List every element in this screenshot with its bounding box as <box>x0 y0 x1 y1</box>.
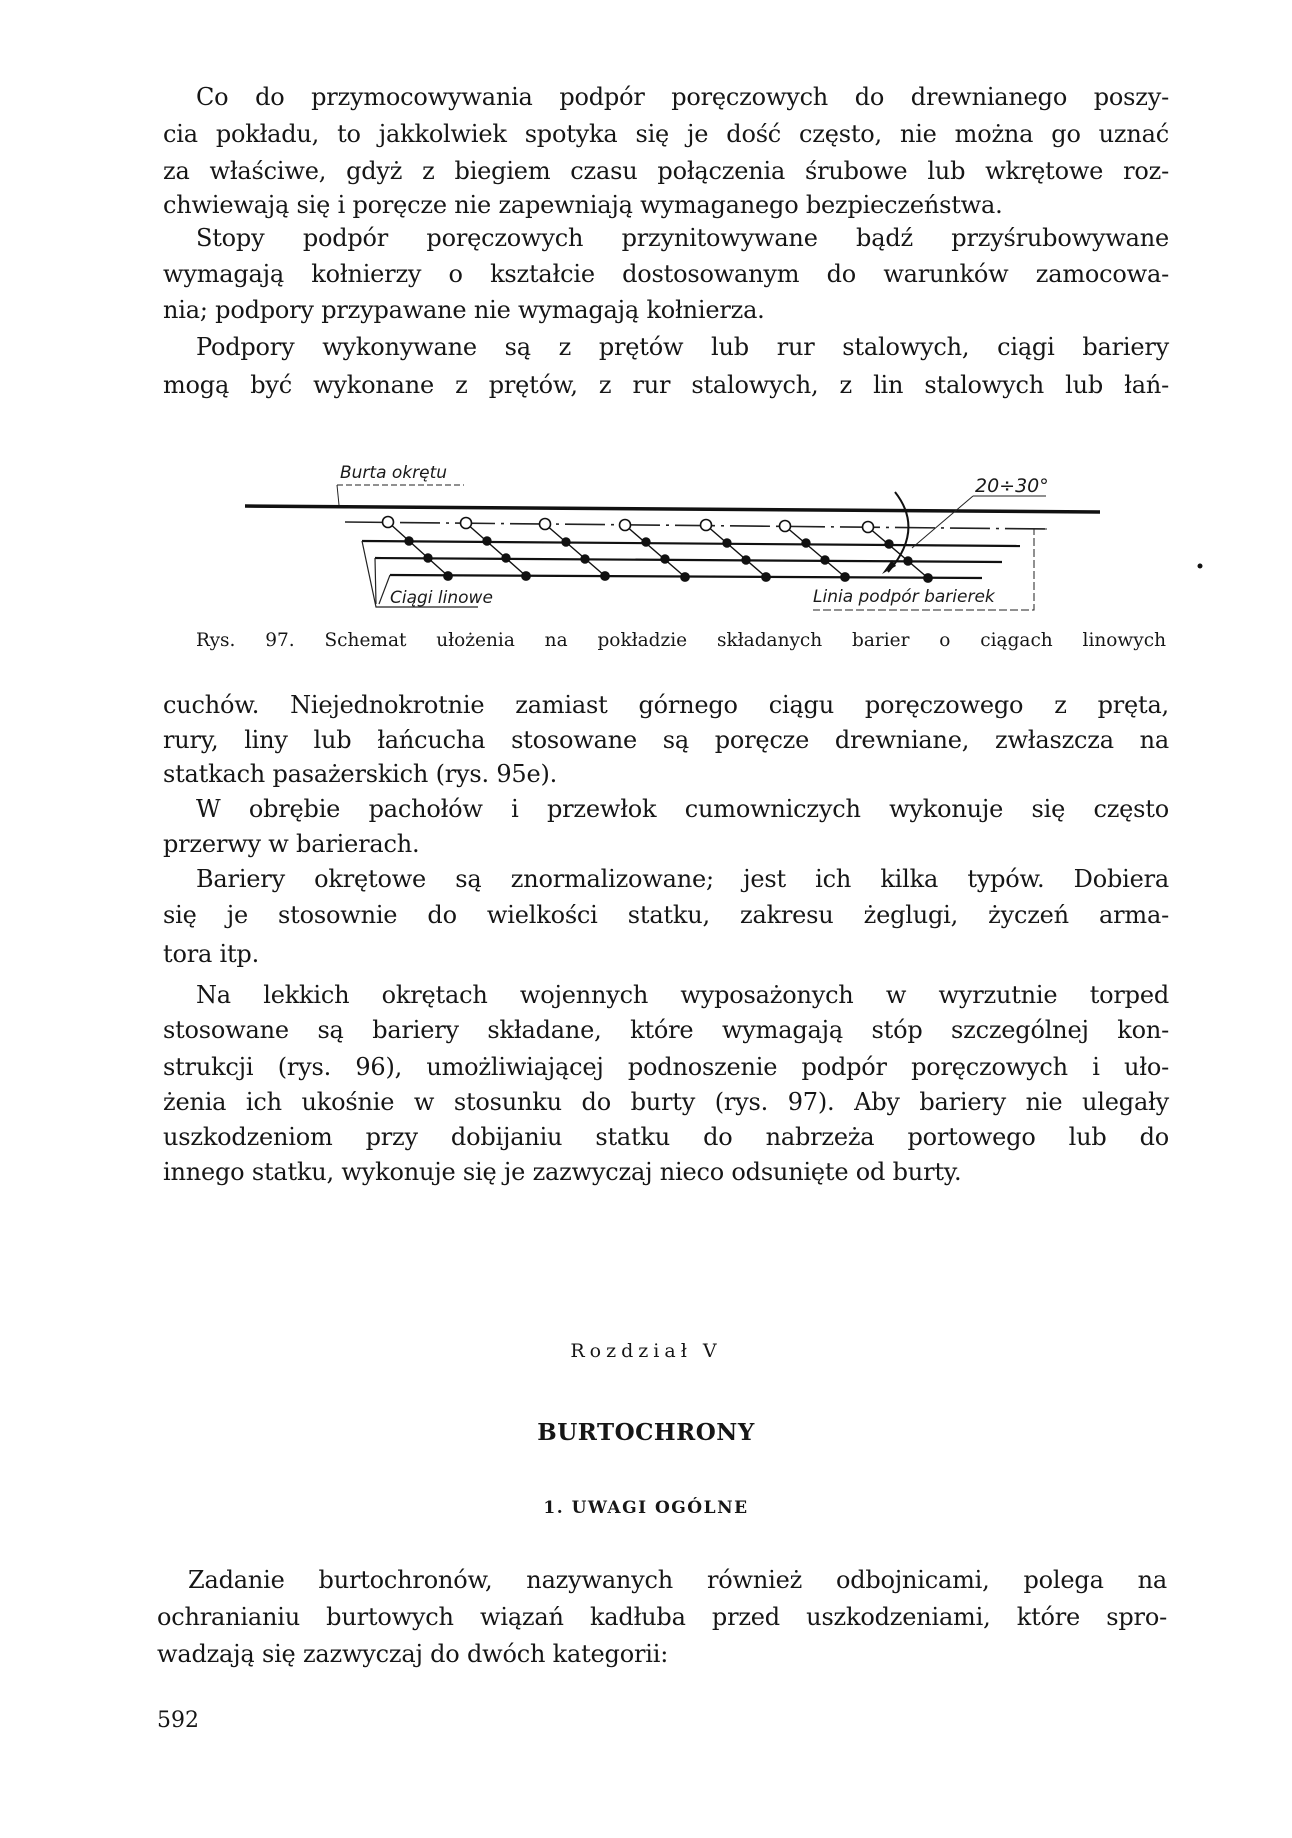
text-line: rury, liny lub łańcucha stosowane są poręcze drewniane, zwłaszcza na <box>163 726 1169 754</box>
page-number: 592 <box>157 1708 199 1733</box>
figure-caption: Rys. 97. Schemat ułożenia na pokładzie składanych barier o ciągach linowych <box>196 630 1166 651</box>
text-line: wadzają się zazwyczaj do dwóch kategorii: <box>157 1640 669 1668</box>
ropes-label: Ciągi linowe <box>390 588 493 608</box>
chapter-label: Rozdział V <box>570 1340 722 1362</box>
support-diagonals <box>388 522 932 582</box>
text-line: ochranianiu burtowych wiązań kadłuba przed uszkodzeniami, które spro- <box>157 1603 1167 1631</box>
text-line: nia; podpory przypawane nie wymagają kołnierza. <box>163 296 765 324</box>
text-line: wymagają kołnierzy o kształcie dostosowanym do warunków zamocowa- <box>163 260 1169 288</box>
text-line: Stopy podpór poręczowych przynitowywane bądź przyśrubowywane <box>196 224 1169 252</box>
barrier-schematic-figure <box>0 0 1292 640</box>
text-line: Podpory wykonywane są z prętów lub rur stalowych, ciągi bariery <box>196 333 1169 361</box>
text-line: mogą być wykonane z prętów, z rur stalowych, z lin stalowych lub łań- <box>163 371 1169 399</box>
text-line: innego statku, wykonuje się je zazwyczaj nieco odsunięte od burty. <box>163 1158 962 1186</box>
text-line: Zadanie burtochronów, nazywanych również odbojnicami, polega na <box>188 1566 1167 1594</box>
support-hinges <box>383 517 874 533</box>
text-line: Co do przymocowywania podpór poręczowych do drewnianego poszy- <box>196 83 1169 111</box>
text-line: chwiewają się i poręcze nie zapewniają wymaganego bezpieczeństwa. <box>163 191 1003 219</box>
section-title: 1. UWAGI OGÓLNE <box>543 1498 749 1518</box>
text-line: uszkodzeniom przy dobijaniu statku do nabrzeża portowego lub do <box>163 1123 1169 1151</box>
text-line: W obrębie pachołów i przewłok cumowniczych wykonuje się często <box>196 795 1169 823</box>
text-line: stosowane są bariery składane, które wymagają stóp szczególnej kon- <box>163 1016 1169 1044</box>
chapter-title: BURTOCHRONY <box>537 1419 755 1446</box>
text-line: żenia ich ukośnie w stosunku do burty (rys. 97). Aby bariery nie ulegały <box>163 1088 1169 1116</box>
deck-edge-line <box>245 506 1100 512</box>
text-line: przerwy w barierach. <box>163 830 420 858</box>
text-line: Na lekkich okrętach wojennych wyposażonych w wyrzutnie torped <box>196 981 1169 1009</box>
text-line: tora itp. <box>163 940 260 968</box>
angle-label: 20÷30° <box>975 475 1049 497</box>
ship-side-label: Burta okrętu <box>340 463 448 483</box>
support-line-label: Linia podpór barierek <box>813 587 995 607</box>
text-line: statkach pasażerskich (rys. 95e). <box>163 760 558 788</box>
text-line: cuchów. Niejednokrotnie zamiast górnego ciągu poręczowego z pręta, <box>163 691 1169 719</box>
text-line: za właściwe, gdyż z biegiem czasu połączenia śrubowe lub wkrętowe roz- <box>163 157 1169 185</box>
text-line: się je stosownie do wielkości statku, zakresu żeglugi, życzeń arma- <box>163 901 1169 929</box>
text-line: strukcji (rys. 96), umożliwiającej podnoszenie podpór poręczowych i uło- <box>163 1053 1169 1081</box>
text-line: cia pokładu, to jakkolwiek spotyka się je dość często, nie można go uznać <box>163 120 1169 148</box>
text-line: Bariery okrętowe są znormalizowane; jest ich kilka typów. Dobiera <box>196 865 1169 893</box>
